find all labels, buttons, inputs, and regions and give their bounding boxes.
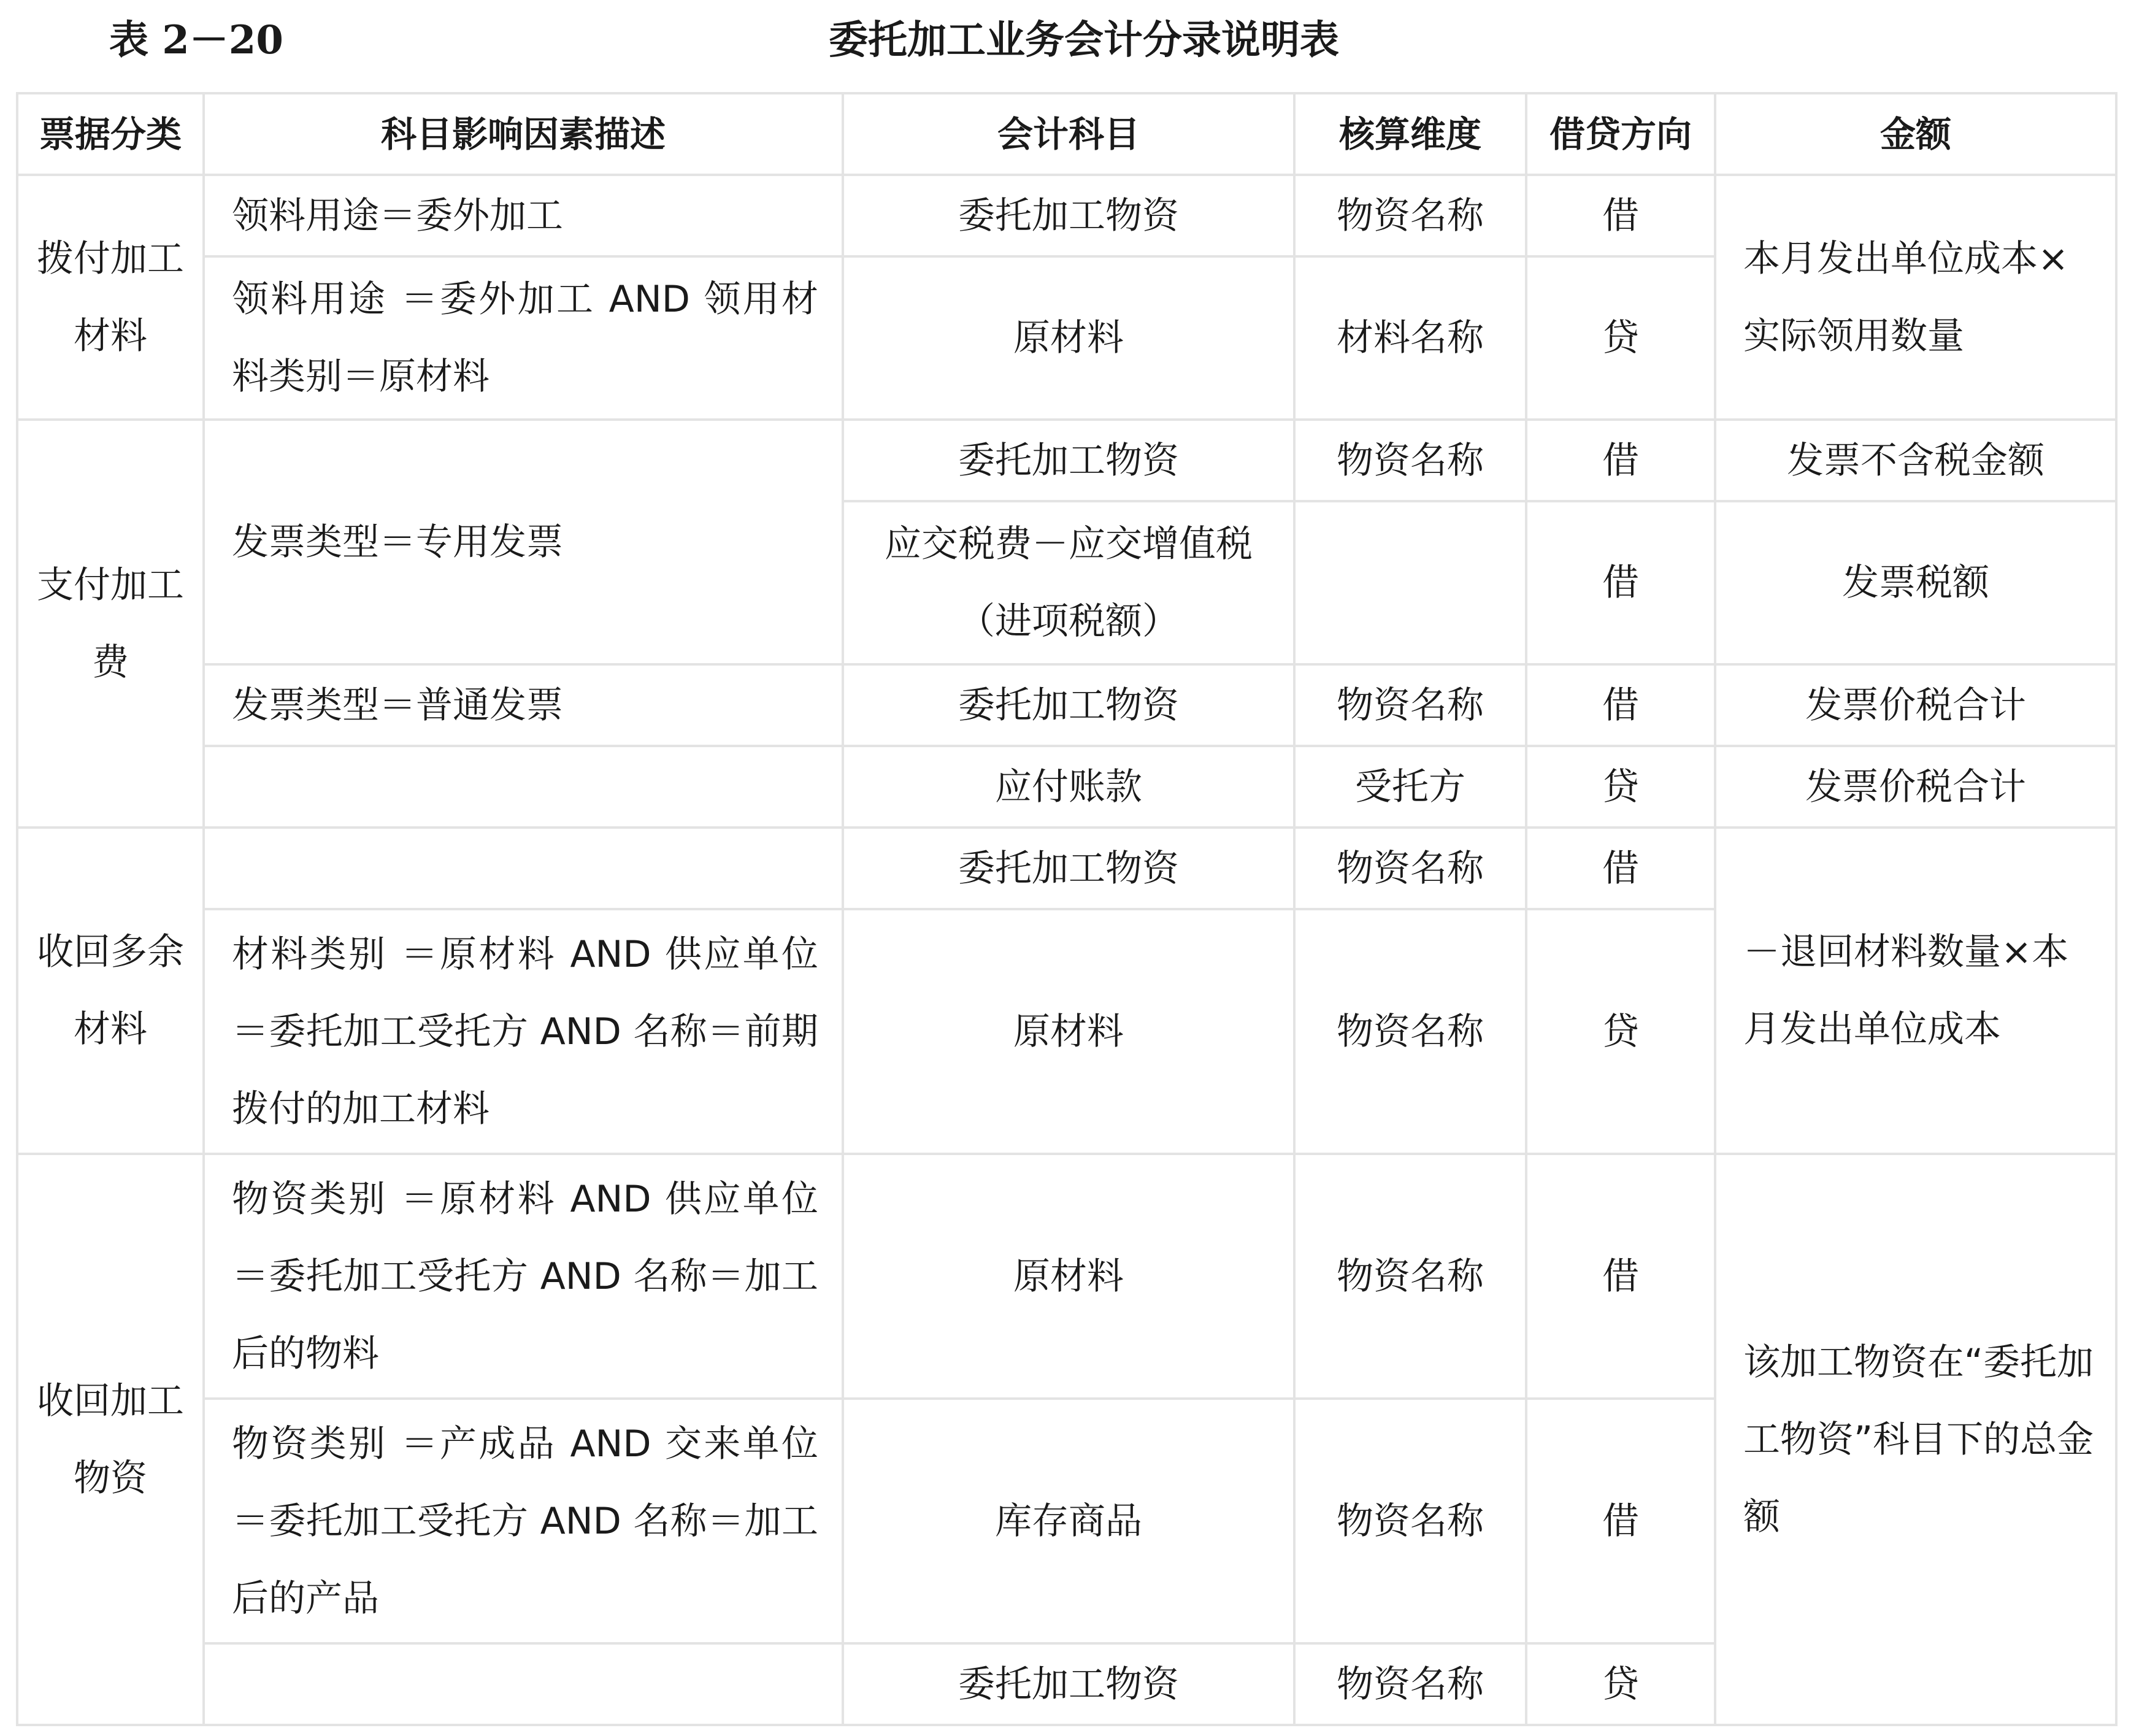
description-cell — [204, 828, 843, 909]
direction-cell: 贷 — [1526, 746, 1715, 828]
dimension-cell: 物资名称 — [1294, 1643, 1526, 1725]
dimension-cell: 物资名称 — [1294, 664, 1526, 746]
column-header: 核算维度 — [1294, 93, 1526, 175]
amount-cell: 发票价税合计 — [1715, 746, 2116, 828]
account-cell: 委托加工物资 — [843, 664, 1294, 746]
accounting-entries-table — [16, 92, 2118, 1726]
account-cell: 委托加工物资 — [843, 828, 1294, 909]
account-cell: 委托加工物资 — [843, 175, 1294, 256]
account-cell: 原材料 — [843, 909, 1294, 1154]
category-cell: 收回加工物资 — [17, 1154, 204, 1725]
direction-cell: 贷 — [1526, 1643, 1715, 1725]
dimension-cell: 物资名称 — [1294, 828, 1526, 909]
dimension-cell: 受托方 — [1294, 746, 1526, 828]
dimension-cell: 物资名称 — [1294, 1154, 1526, 1399]
direction-cell: 借 — [1526, 501, 1715, 664]
description-cell: 物资类别 ＝原材料 AND 供应单位＝委托加工受托方 AND 名称＝加工后的物料 — [204, 1154, 843, 1399]
direction-cell: 借 — [1526, 1399, 1715, 1643]
account-cell: 应付账款 — [843, 746, 1294, 828]
table-row — [17, 175, 2116, 256]
amount-cell: 发票税额 — [1715, 501, 2116, 664]
amount-cell: 发票价税合计 — [1715, 664, 2116, 746]
column-header: 会计科目 — [843, 93, 1294, 175]
dimension-cell: 物资名称 — [1294, 175, 1526, 256]
account-cell: 原材料 — [843, 1154, 1294, 1399]
table-row — [17, 828, 2116, 909]
direction-cell: 贷 — [1526, 256, 1715, 420]
description-cell: 材料类别 ＝原材料 AND 供应单位＝委托加工受托方 AND 名称＝前期拨付的加工材料 — [204, 909, 843, 1154]
dimension-cell — [1294, 501, 1526, 664]
amount-cell: 本月发出单位成本×实际领用数量 — [1715, 175, 2116, 420]
table-row — [17, 1154, 2116, 1399]
column-header: 金额 — [1715, 93, 2116, 175]
amount-cell: 该加工物资在“委托加工物资”科目下的总金额 — [1715, 1154, 2116, 1725]
description-cell: 发票类型＝普通发票 — [204, 664, 843, 746]
account-cell: 库存商品 — [843, 1399, 1294, 1643]
column-header: 科目影响因素描述 — [204, 93, 843, 175]
account-cell: 应交税费－应交增值税（进项税额） — [843, 501, 1294, 664]
description-cell — [204, 1643, 843, 1725]
description-cell: 领料用途＝委外加工 — [204, 175, 843, 256]
direction-cell: 借 — [1526, 1154, 1715, 1399]
account-cell: 委托加工物资 — [843, 1643, 1294, 1725]
direction-cell: 借 — [1526, 420, 1715, 501]
table-row — [17, 420, 2116, 501]
description-cell: 领料用途 ＝委外加工 AND 领用材料类别＝原材料 — [204, 256, 843, 420]
category-cell: 收回多余材料 — [17, 828, 204, 1154]
header-row — [17, 93, 2116, 175]
description-cell: 物资类别 ＝产成品 AND 交来单位＝委托加工受托方 AND 名称＝加工后的产品 — [204, 1399, 843, 1643]
description-cell — [204, 746, 843, 828]
table-number: 表 2－20 — [109, 17, 283, 63]
table-caption — [0, 0, 2131, 86]
table-row — [17, 664, 2116, 746]
category-cell: 支付加工费 — [17, 420, 204, 828]
amount-cell: 发票不含税金额 — [1715, 420, 2116, 501]
account-cell: 委托加工物资 — [843, 420, 1294, 501]
dimension-cell: 材料名称 — [1294, 256, 1526, 420]
column-header: 借贷方向 — [1526, 93, 1715, 175]
dimension-cell: 物资名称 — [1294, 909, 1526, 1154]
direction-cell: 借 — [1526, 828, 1715, 909]
dimension-cell: 物资名称 — [1294, 1399, 1526, 1643]
column-header: 票据分类 — [17, 93, 204, 175]
category-cell: 拨付加工材料 — [17, 175, 204, 420]
table-row — [17, 746, 2116, 828]
table-title: 委托加工业务会计分录说明表 — [829, 18, 1339, 63]
account-cell: 原材料 — [843, 256, 1294, 420]
dimension-cell: 物资名称 — [1294, 420, 1526, 501]
direction-cell: 贷 — [1526, 909, 1715, 1154]
amount-cell: －退回材料数量×本月发出单位成本 — [1715, 828, 2116, 1154]
direction-cell: 借 — [1526, 175, 1715, 256]
description-cell: 发票类型＝专用发票 — [204, 420, 843, 664]
direction-cell: 借 — [1526, 664, 1715, 746]
